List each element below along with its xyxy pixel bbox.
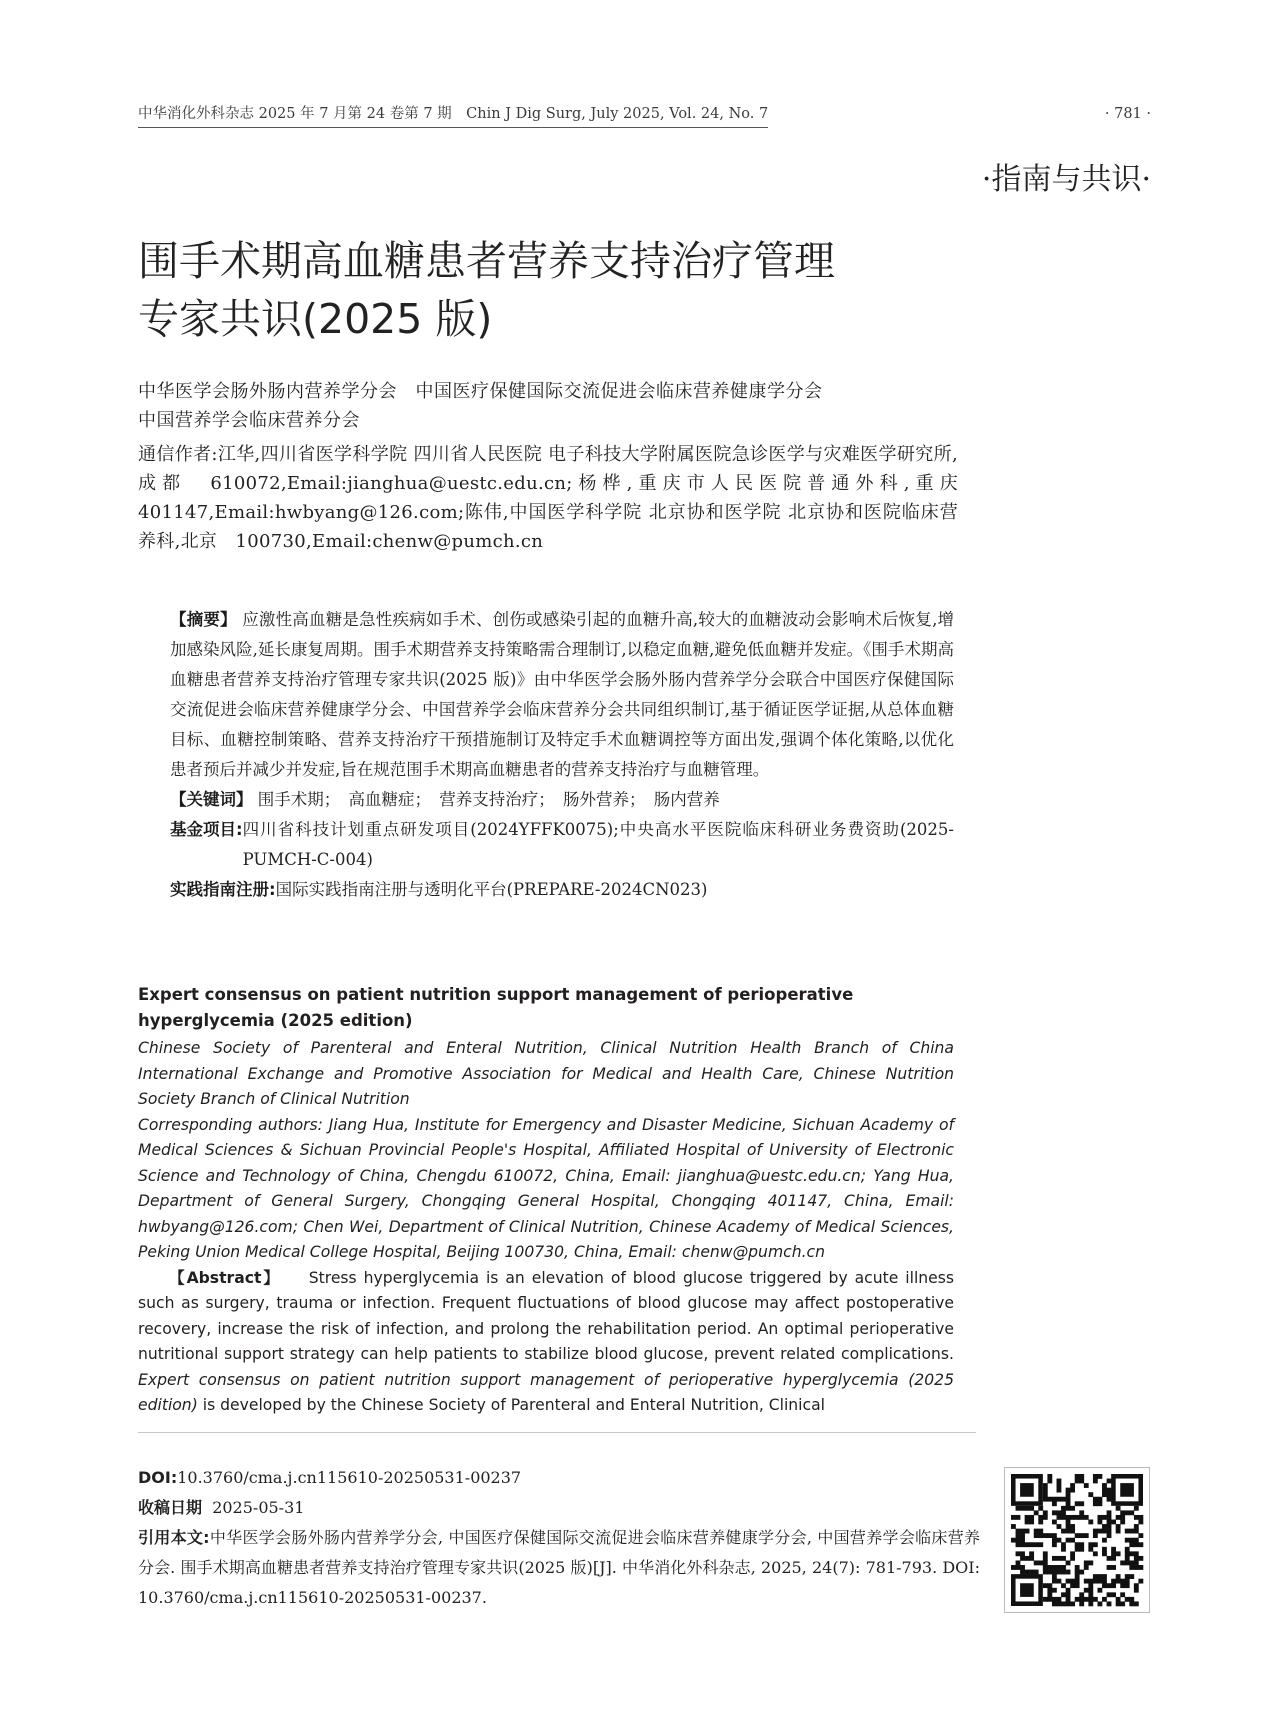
cite-text: 中华医学会肠外肠内营养学分会, 中国医疗保健国际交流促进会临床营养健康学分会, 中国营养学会临床营养分会. 围手术期高血糖患者营养支持治疗管理专家共识(2025 版)[J]. 中华消化外科杂志, 2025, 24(7): 781-793. DOI: 10.3760/cma.j.cn115610-20250531-00237. xyxy=(138,1528,980,1607)
qr-code-icon[interactable] xyxy=(1004,1467,1150,1613)
column-label: ·指南与共识· xyxy=(981,162,1151,197)
article-title xyxy=(138,232,1038,348)
registration-cn xyxy=(170,875,954,905)
fund-cn-label: 基金项目: xyxy=(170,820,243,839)
received-line xyxy=(138,1493,980,1523)
registration-cn-label: 实践指南注册: xyxy=(170,880,276,899)
english-abstract xyxy=(138,1266,954,1419)
corresponding-authors-cn: 通信作者:江华,四川省医学科学院 四川省人民医院 电子科技大学附属医院急诊医学与灾难医学研究所,成都 610072,Email:jianghua@uestc.edu.cn;杨桦,重庆市人民医院普通外科,重庆 401147,Email:hwbyang@126.com;陈伟,中国医学科学院 北京协和医学院 北京协和医院临床营养科,北京 100730,Email:chenw@pumch.cn xyxy=(138,444,977,552)
english-title: Expert consensus on patient nutrition support management of perioperative hyperglycemia (2025 edition) xyxy=(138,985,854,1030)
running-header: 中华消化外科杂志 2025 年 7 月第 24 卷第 7 期 Chin J Dig Surg, July 2025, Vol. 24, No. 7 xyxy=(138,103,768,128)
english-corresponding-authors: Corresponding authors: Jiang Hua, Institute for Emergency and Disaster Medicine, Sichuan Academy of Medical Sciences & Sichuan Provincial People's Hospital, Affiliated Hospital of University of Electronic Science and Technology of China, Chengdu 610072, China, Email: jianghua@uestc.edu.cn; Yang Hua, Department of General Surgery, Chongqing General Hospital, Chongqing 401147, China, Email: hwbyang@126.com; Chen Wei, Department of Clinical Nutrition, Chinese Academy of Medical Sciences, Peking Union Medical College Hospital, Beijing 100730, China, Email: chenw@pumch.cn xyxy=(138,1115,954,1261)
author-orgs-cn xyxy=(138,377,958,435)
author-orgs-line-2: 中国营养学会临床营养分会 xyxy=(138,410,360,431)
article-meta xyxy=(138,1463,980,1613)
title-line-2: 专家共识(2025 版) xyxy=(138,295,493,343)
footer-divider xyxy=(138,1432,976,1433)
registration-cn-text: 国际实践指南注册与透明化平台(PREPARE-2024CN023) xyxy=(275,880,708,899)
abstract-cn xyxy=(170,605,954,905)
doi-line xyxy=(138,1463,980,1493)
abstract-cn-label: 【摘要】 xyxy=(170,610,237,629)
english-orgs: Chinese Society of Parenteral and Enteral Nutrition, Clinical Nutrition Health Branch of China International Exchange and Promotive Association for Medical and Health Care, Chinese Nutrition Society Branch of Clinical Nutrition xyxy=(138,1039,954,1108)
received-date: 2025-05-31 xyxy=(212,1498,305,1517)
english-abstract-label: 【Abstract】 xyxy=(169,1268,281,1287)
keywords-cn xyxy=(170,785,954,815)
received-label: 收稿日期 xyxy=(138,1498,203,1517)
keywords-cn-text: 围手术期； 高血糖症； 营养支持治疗； 肠外营养； 肠内营养 xyxy=(257,790,720,809)
page-number: · 781 · xyxy=(1104,106,1151,122)
doi-label: DOI: xyxy=(138,1468,178,1487)
cite-line xyxy=(138,1523,980,1613)
author-orgs-line-1: 中华医学会肠外肠内营养学分会 中国医疗保健国际交流促进会临床营养健康学分会 xyxy=(138,381,823,402)
qr-code-graphic xyxy=(1005,1468,1149,1612)
english-abstract-part-2: is developed by the Chinese Society of Parenteral and Enteral Nutrition, Clinical xyxy=(197,1396,825,1414)
cite-label: 引用本文: xyxy=(138,1528,210,1547)
title-line-1: 围手术期高血糖患者营养支持治疗管理 xyxy=(138,237,835,285)
english-block xyxy=(138,982,954,1419)
abstract-cn-text: 应激性高血糖是急性疾病如手术、创伤或感染引起的血糖升高,较大的血糖波动会影响术后恢复,增加感染风险,延长康复周期。围手术期营养支持策略需合理制订,以稳定血糖,避免低血糖并发症。《围手术期高血糖患者营养支持治疗管理专家共识(2025 版)》由中华医学会肠外肠内营养学分会联合中国医疗保健国际交流促进会临床营养健康学分会、中国营养学会临床营养分会共同组织制订,基于循证医学证据,从总体血糖目标、血糖控制策略、营养支持治疗干预措施制订及特定手术血糖调控等方面出发,强调个体化策略,以优化患者预后并减少并发症,旨在规范围手术期高血糖患者的营养支持治疗与血糖管理。 xyxy=(170,610,955,779)
abstract-cn-paragraph xyxy=(170,605,954,785)
doi-link[interactable]: 10.3760/cma.j.cn115610-20250531-00237 xyxy=(177,1468,522,1487)
author-block-cn xyxy=(138,377,977,556)
keywords-cn-label: 【关键词】 xyxy=(170,790,253,809)
fund-cn-text: 四川省科技计划重点研发项目(2024YFFK0075);中央高水平医院临床科研业务费资助(2025-PUMCH-C-004) xyxy=(242,820,954,869)
fund-cn xyxy=(170,815,954,875)
english-abstract-italic: Expert consensus on patient nutrition support management of perioperative hyperglycemia (2025 edition) xyxy=(138,1370,954,1414)
english-abstract-part-1: Stress hyperglycemia is an elevation of blood glucose triggered by acute illness such as surgery, trauma or infection. Frequent fluctuations of blood glucose may affect postoperative recovery, increase the risk of infection, and prolong the rehabilitation period. An optimal perioperative nutritional support strategy can help patients to stabilize blood glucose, prevent related complications. xyxy=(138,1268,954,1363)
